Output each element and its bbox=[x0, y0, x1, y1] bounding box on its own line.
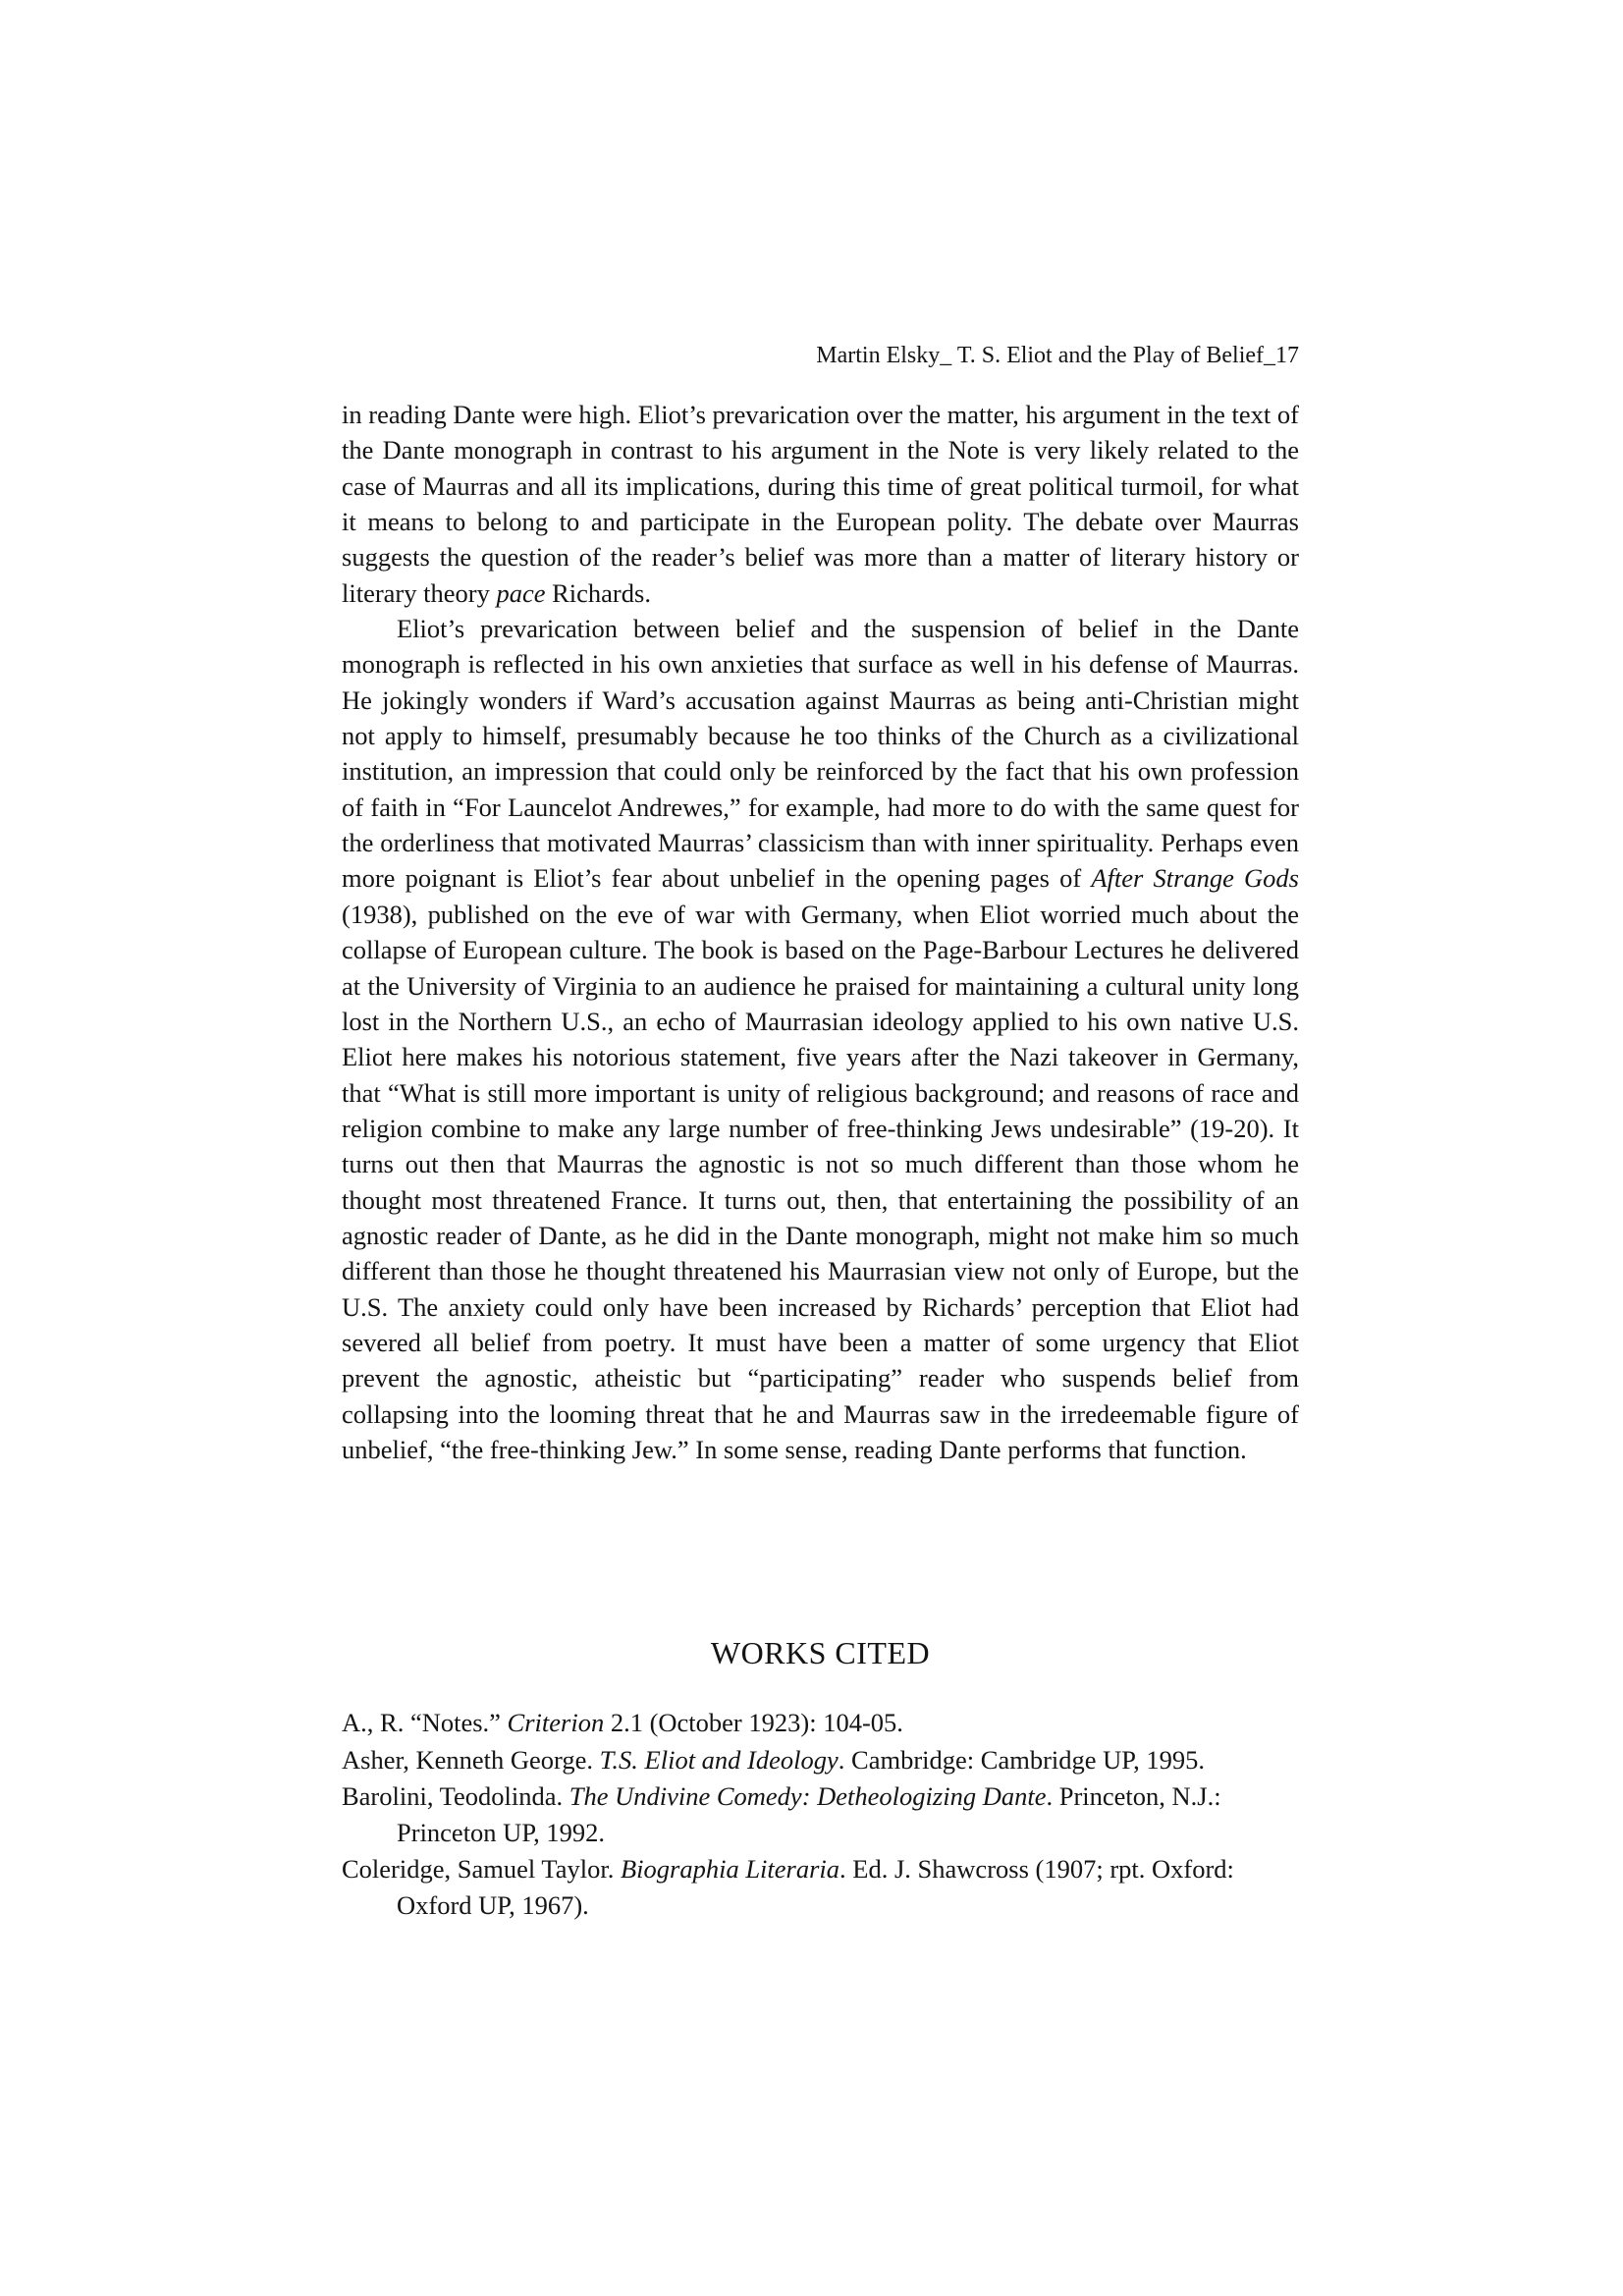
running-head: Martin Elsky_ T. S. Eliot and the Play of Belief_17 bbox=[816, 343, 1299, 368]
italic-segment: pace bbox=[496, 577, 546, 608]
body-text bbox=[342, 397, 1299, 1467]
italic-segment: The Undivine Comedy: Detheologizing Dante bbox=[568, 1781, 1047, 1811]
text-segment: Coleridge, Samuel Taylor. bbox=[342, 1854, 621, 1884]
text-segment: (1938), published on the eve of war with Germany, when Eliot worried much about the collapse of European culture. The book is based on the Page-Barbour Lectures he delivered at the University of Virginia to an audience he praised for maintaining a cultural unity long lost in the Northern U.S., an echo of Maurrasian ideology applied to his own native U.S. Eliot here makes his notorious statement, five years after the Nazi takeover in Germany, that “What is still more important is unity of religious background; and reasons of race and religion combine to make any large number of free-thinking Jews undesirable” (19-20). It turns out then that Maurras the agnostic is not so much different than those whom he thought most threatened France. It turns out, then, that entertaining the possibility of an agnostic reader of Dante, as he did in the Dante monograph, might not make him so much different than those he thought threatened his Maurrasian view not only of Europe, but the U.S. The anxiety could only have been increased by Richards’ perception that Eliot had severed all belief from poetry. It must have been a matter of some urgency that Eliot prevent the agnostic, atheistic but “participating” reader who suspends belief from collapsing into the looming threat that he and Maurras saw in the irredeemable figure of unbelief, “the free-thinking Jew.” In some sense, reading Dante performs that function. bbox=[342, 899, 1299, 1464]
italic-segment: Criterion bbox=[507, 1708, 605, 1737]
works-cited-heading: WORKS CITED bbox=[710, 1635, 931, 1670]
text-segment: Asher, Kenneth George. bbox=[342, 1744, 600, 1775]
citation-entry bbox=[342, 1705, 1299, 1741]
text-segment: Eliot’s prevarication between belief and the suspension of belief in the Dante monograph is reflected in his own anxieties that surface as well in his defense of Maurras. He jokingly wonders if Ward’s accusation against Maurras as being anti-Christian might not apply to himself, presumably because he too thinks of the Church as a civilizational institution, an impression that could only be reinforced by the fact that his own profession of faith in “For Launcelot Andrewes,” for example, had more to do with the same quest for the orderliness that motivated Maurras’ classicism than with inner spirituality. Perhaps even more poignant is Eliot’s fear about unbelief in the opening pages of bbox=[342, 614, 1299, 894]
italic-segment: T.S. Eliot and Ideology bbox=[599, 1744, 839, 1775]
citation-entry bbox=[342, 1778, 1299, 1850]
text-segment: 2.1 (October 1923): 104-05. bbox=[604, 1708, 903, 1737]
text-segment: . Ed. J. Shawcross (1907; rpt. Oxford: Oxford UP, 1967). bbox=[397, 1854, 1234, 1920]
text-segment: A., R. “Notes.” bbox=[342, 1708, 508, 1737]
text-segment: Barolini, Teodolinda. bbox=[342, 1781, 569, 1811]
citation-entry bbox=[342, 1742, 1299, 1778]
text-segment: Richards. bbox=[545, 577, 651, 608]
italic-segment: After Strange Gods bbox=[1091, 863, 1299, 894]
text-segment: in reading Dante were high. Eliot’s prevarication over the matter, his argument in the text of the Dante monograph in contrast to his argument in the Note is very likely related to the case of Maurras and all its implications, during this time of great political turmoil, for what it means to belong to and participate in the European polity. The debate over Maurras suggests the question of the reader’s belief was more than a matter of literary history or literary theory bbox=[342, 400, 1299, 608]
citation-entry bbox=[342, 1851, 1299, 1923]
text-segment: . Cambridge: Cambridge UP, 1995. bbox=[838, 1744, 1205, 1775]
paragraph-1 bbox=[342, 397, 1299, 611]
italic-segment: Biographia Literaria bbox=[620, 1854, 840, 1884]
text-segment: . Princeton, N.J.: Princeton UP, 1992. bbox=[397, 1781, 1221, 1847]
works-cited-list bbox=[342, 1705, 1299, 1924]
paragraph-2 bbox=[342, 611, 1299, 1467]
